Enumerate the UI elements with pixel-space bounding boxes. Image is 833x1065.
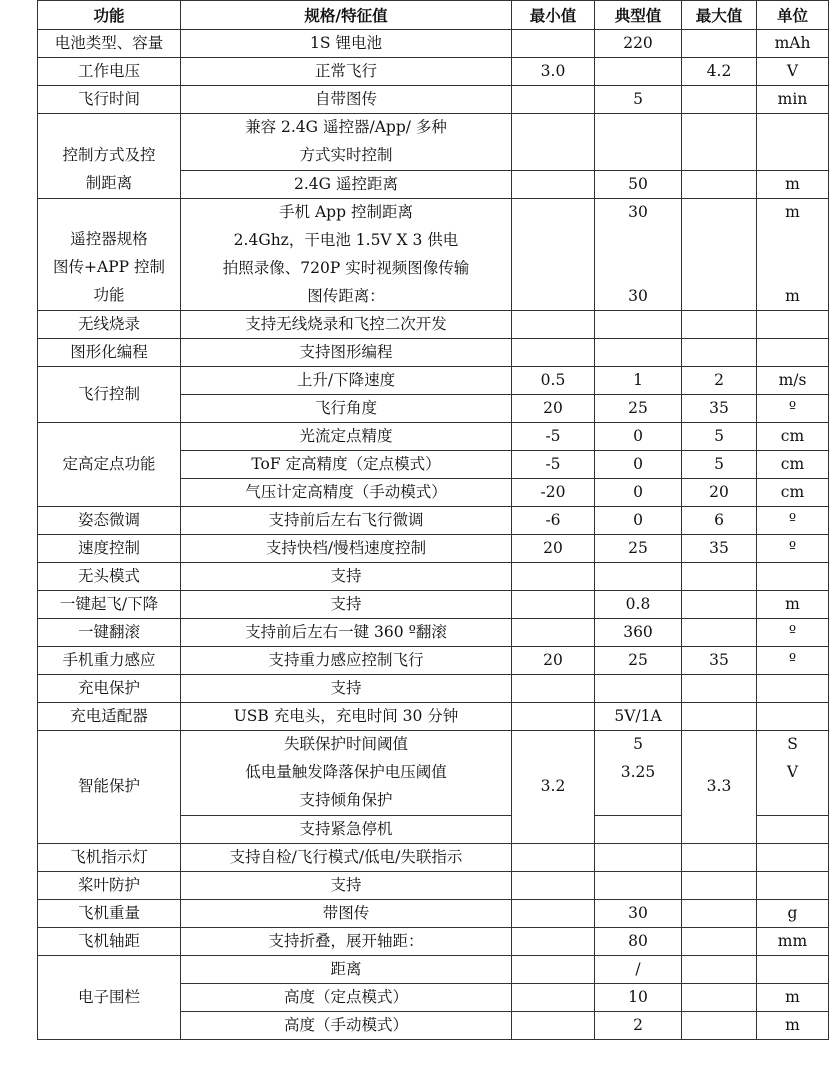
remote-min [512, 198, 595, 311]
wheelbase-feature: 飞机轴距 [38, 928, 181, 956]
header-min: 最小值 [512, 1, 595, 30]
header-spec: 规格/特征值 [181, 1, 512, 30]
control-b-max [682, 170, 757, 198]
smart-typ [595, 731, 682, 816]
flight-time-min [512, 86, 595, 114]
hold-min-1: -5 [512, 423, 595, 451]
fence-spec-1: 距离 [181, 956, 512, 984]
fence-typ-1: / [595, 956, 682, 984]
trim-min: -6 [512, 507, 595, 535]
flight-control-spec-2: 飞行角度 [181, 395, 512, 423]
row-flip [38, 619, 829, 647]
fence-spec-2: 高度（定点模式） [181, 984, 512, 1012]
trim-typ: 0 [595, 507, 682, 535]
hold-spec-3: 气压计定高精度（手动模式） [181, 479, 512, 507]
gravity-spec: 支持重力感应控制飞行 [181, 647, 512, 675]
flight-time-unit: min [757, 86, 829, 114]
gravity-typ: 25 [595, 647, 682, 675]
smart-min: 3.2 [512, 731, 595, 844]
takeoff-typ: 0.8 [595, 591, 682, 619]
voltage-feature: 工作电压 [38, 58, 181, 86]
hold-min-2: -5 [512, 451, 595, 479]
hold-typ-2: 0 [595, 451, 682, 479]
smart-max: 3.3 [682, 731, 757, 844]
voltage-unit: V [757, 58, 829, 86]
hold-spec-1: 光流定点精度 [181, 423, 512, 451]
gravity-max: 35 [682, 647, 757, 675]
spec-table [37, 0, 829, 1040]
flight-control-typ-1: 1 [595, 367, 682, 395]
flight-time-spec: 自带图传 [181, 86, 512, 114]
control-a-typ [595, 114, 682, 171]
smart-unit-line1: S [787, 735, 798, 754]
control-spec-a1: 兼容 2.4G 遥控器/App/ 多种 [245, 118, 447, 136]
control-b-min [512, 170, 595, 198]
trim-spec: 支持前后左右飞行微调 [181, 507, 512, 535]
remote-spec [181, 198, 512, 311]
takeoff-feature: 一键起飞/下降 [38, 591, 181, 619]
flight-control-min-2: 20 [512, 395, 595, 423]
remote-unit-4: m [785, 286, 800, 305]
control-spec-a [181, 114, 512, 171]
flight-control-min-1: 0.5 [512, 367, 595, 395]
flight-control-typ-2: 25 [595, 395, 682, 423]
remote-spec-line1: 手机 App 控制距离 [279, 202, 413, 221]
battery-unit: mAh [757, 30, 829, 58]
control-a-max [682, 114, 757, 171]
fence-unit-1 [757, 956, 829, 984]
header-row [38, 1, 829, 30]
graphical-spec: 支持图形编程 [181, 339, 512, 367]
row-takeoff [38, 591, 829, 619]
takeoff-unit: m [757, 591, 829, 619]
trim-unit: º [757, 507, 829, 535]
hold-unit-1: cm [757, 423, 829, 451]
charge-protect-spec: 支持 [181, 675, 512, 703]
smart-spec-a [181, 731, 512, 816]
adapter-spec: USB 充电头，充电时间 30 分钟 [181, 703, 512, 731]
smart-unit-line2: V [786, 763, 799, 782]
smart-typ-line2: 3.25 [620, 763, 656, 782]
charge-protect-feature: 充电保护 [38, 675, 181, 703]
hold-unit-2: cm [757, 451, 829, 479]
header-max: 最大值 [682, 1, 757, 30]
speed-feature: 速度控制 [38, 535, 181, 563]
battery-typ: 220 [595, 30, 682, 58]
fence-unit-2: m [757, 984, 829, 1012]
row-hold-1 [38, 423, 829, 451]
wheelbase-spec: 支持折叠，展开轴距： [181, 928, 512, 956]
fence-spec-3: 高度（手动模式） [181, 1012, 512, 1040]
row-remote [38, 198, 829, 311]
battery-spec: 1S 锂电池 [181, 30, 512, 58]
row-trim [38, 507, 829, 535]
graphical-feature: 图形化编程 [38, 339, 181, 367]
remote-spec-line4: 图传距离： [307, 286, 385, 305]
remote-max [682, 198, 757, 311]
wireless-spec: 支持无线烧录和飞控二次开发 [181, 311, 512, 339]
smart-typ-line1: 5 [633, 735, 643, 754]
weight-feature: 飞机重量 [38, 900, 181, 928]
remote-spec-line2: 2.4Ghz，干电池 1.5V X 3 供电 [233, 230, 459, 249]
weight-spec: 带图传 [181, 900, 512, 928]
remote-unit-1: m [785, 202, 800, 221]
remote-typ [595, 198, 682, 311]
speed-min: 20 [512, 535, 595, 563]
control-feature-line1: 控制方式及控 [62, 146, 156, 164]
row-weight [38, 900, 829, 928]
row-propeller [38, 872, 829, 900]
weight-typ: 30 [595, 900, 682, 928]
gravity-unit: º [757, 647, 829, 675]
hold-min-3: -20 [512, 479, 595, 507]
row-control-a [38, 114, 829, 171]
row-charge-protect [38, 675, 829, 703]
remote-typ-4: 30 [628, 286, 648, 305]
remote-spec-line3: 拍照录像、720P 实时视频图像传输 [222, 258, 470, 277]
hold-typ-3: 0 [595, 479, 682, 507]
weight-unit: g [757, 900, 829, 928]
row-headless [38, 563, 829, 591]
header-unit: 单位 [757, 1, 829, 30]
smart-unit [757, 731, 829, 816]
fence-feature: 电子围栏 [38, 956, 181, 1040]
propeller-feature: 桨叶防护 [38, 872, 181, 900]
flight-control-max-2: 35 [682, 395, 757, 423]
hold-max-1: 5 [682, 423, 757, 451]
smart-spec-b: 支持紧急停机 [181, 816, 512, 844]
row-smart-a [38, 731, 829, 816]
battery-min [512, 30, 595, 58]
fence-unit-3: m [757, 1012, 829, 1040]
headless-spec: 支持 [181, 563, 512, 591]
flip-typ: 360 [595, 619, 682, 647]
flight-control-spec-1: 上升/下降速度 [181, 367, 512, 395]
hold-max-3: 20 [682, 479, 757, 507]
control-spec-a2: 方式实时控制 [299, 145, 393, 164]
gravity-min: 20 [512, 647, 595, 675]
smart-feature: 智能保护 [38, 731, 181, 844]
adapter-typ: 5V/1A [595, 703, 682, 731]
battery-feature: 电池类型、容量 [38, 30, 181, 58]
header-typ: 典型值 [595, 1, 682, 30]
flip-spec: 支持前后左右一键 360 º翻滚 [181, 619, 512, 647]
flight-time-max [682, 86, 757, 114]
control-feature-line2: 制距离 [85, 173, 133, 192]
takeoff-spec: 支持 [181, 591, 512, 619]
trim-feature: 姿态微调 [38, 507, 181, 535]
voltage-spec: 正常飞行 [181, 58, 512, 86]
battery-max [682, 30, 757, 58]
control-feature [38, 114, 181, 199]
header-feature: 功能 [38, 1, 181, 30]
fence-typ-2: 10 [595, 984, 682, 1012]
remote-feature-line2: 图传+APP 控制 [53, 257, 165, 276]
row-speed [38, 535, 829, 563]
row-wireless [38, 311, 829, 339]
hold-unit-3: cm [757, 479, 829, 507]
control-a-min [512, 114, 595, 171]
headless-feature: 无头模式 [38, 563, 181, 591]
speed-spec: 支持快档/慢档速度控制 [181, 535, 512, 563]
smart-spec-line2: 低电量触发降落保护电压阈值 [245, 763, 447, 782]
speed-unit: º [757, 535, 829, 563]
row-graphical [38, 339, 829, 367]
hold-typ-1: 0 [595, 423, 682, 451]
wireless-feature: 无线烧录 [38, 311, 181, 339]
wheelbase-typ: 80 [595, 928, 682, 956]
flight-control-feature: 飞行控制 [38, 367, 181, 423]
remote-feature [38, 198, 181, 311]
propeller-spec: 支持 [181, 872, 512, 900]
hold-max-2: 5 [682, 451, 757, 479]
remote-feature-line3: 功能 [93, 285, 125, 304]
indicator-feature: 飞机指示灯 [38, 844, 181, 872]
indicator-spec: 支持自检/飞行模式/低电/失联指示 [181, 844, 512, 872]
remote-typ-1: 30 [628, 202, 648, 221]
gravity-feature: 手机重力感应 [38, 647, 181, 675]
flight-control-unit-1: m/s [757, 367, 829, 395]
control-b-typ: 50 [595, 170, 682, 198]
remote-feature-line1: 遥控器规格 [70, 229, 148, 248]
flip-unit: º [757, 619, 829, 647]
row-flight-control-1 [38, 367, 829, 395]
fence-typ-3: 2 [595, 1012, 682, 1040]
flip-feature: 一键翻滚 [38, 619, 181, 647]
flight-time-typ: 5 [595, 86, 682, 114]
trim-max: 6 [682, 507, 757, 535]
row-adapter [38, 703, 829, 731]
voltage-typ [595, 58, 682, 86]
hold-feature: 定高定点功能 [38, 423, 181, 507]
speed-typ: 25 [595, 535, 682, 563]
smart-spec-line1: 失联保护时间阈值 [283, 735, 408, 754]
row-fence-1 [38, 956, 829, 984]
wheelbase-unit: mm [757, 928, 829, 956]
row-flight-time [38, 86, 829, 114]
voltage-max: 4.2 [682, 58, 757, 86]
control-b-unit: m [757, 170, 829, 198]
flight-control-unit-2: º [757, 395, 829, 423]
control-a-unit [757, 114, 829, 171]
flight-control-max-1: 2 [682, 367, 757, 395]
voltage-min: 3.0 [512, 58, 595, 86]
row-battery [38, 30, 829, 58]
hold-spec-2: ToF 定高精度（定点模式） [181, 451, 512, 479]
row-wheelbase [38, 928, 829, 956]
flight-time-feature: 飞行时间 [38, 86, 181, 114]
smart-spec-line3: 支持倾角保护 [299, 791, 393, 810]
control-spec-b: 2.4G 遥控距离 [181, 170, 512, 198]
row-indicator [38, 844, 829, 872]
remote-unit [757, 198, 829, 311]
speed-max: 35 [682, 535, 757, 563]
row-gravity [38, 647, 829, 675]
row-voltage [38, 58, 829, 86]
adapter-feature: 充电适配器 [38, 703, 181, 731]
